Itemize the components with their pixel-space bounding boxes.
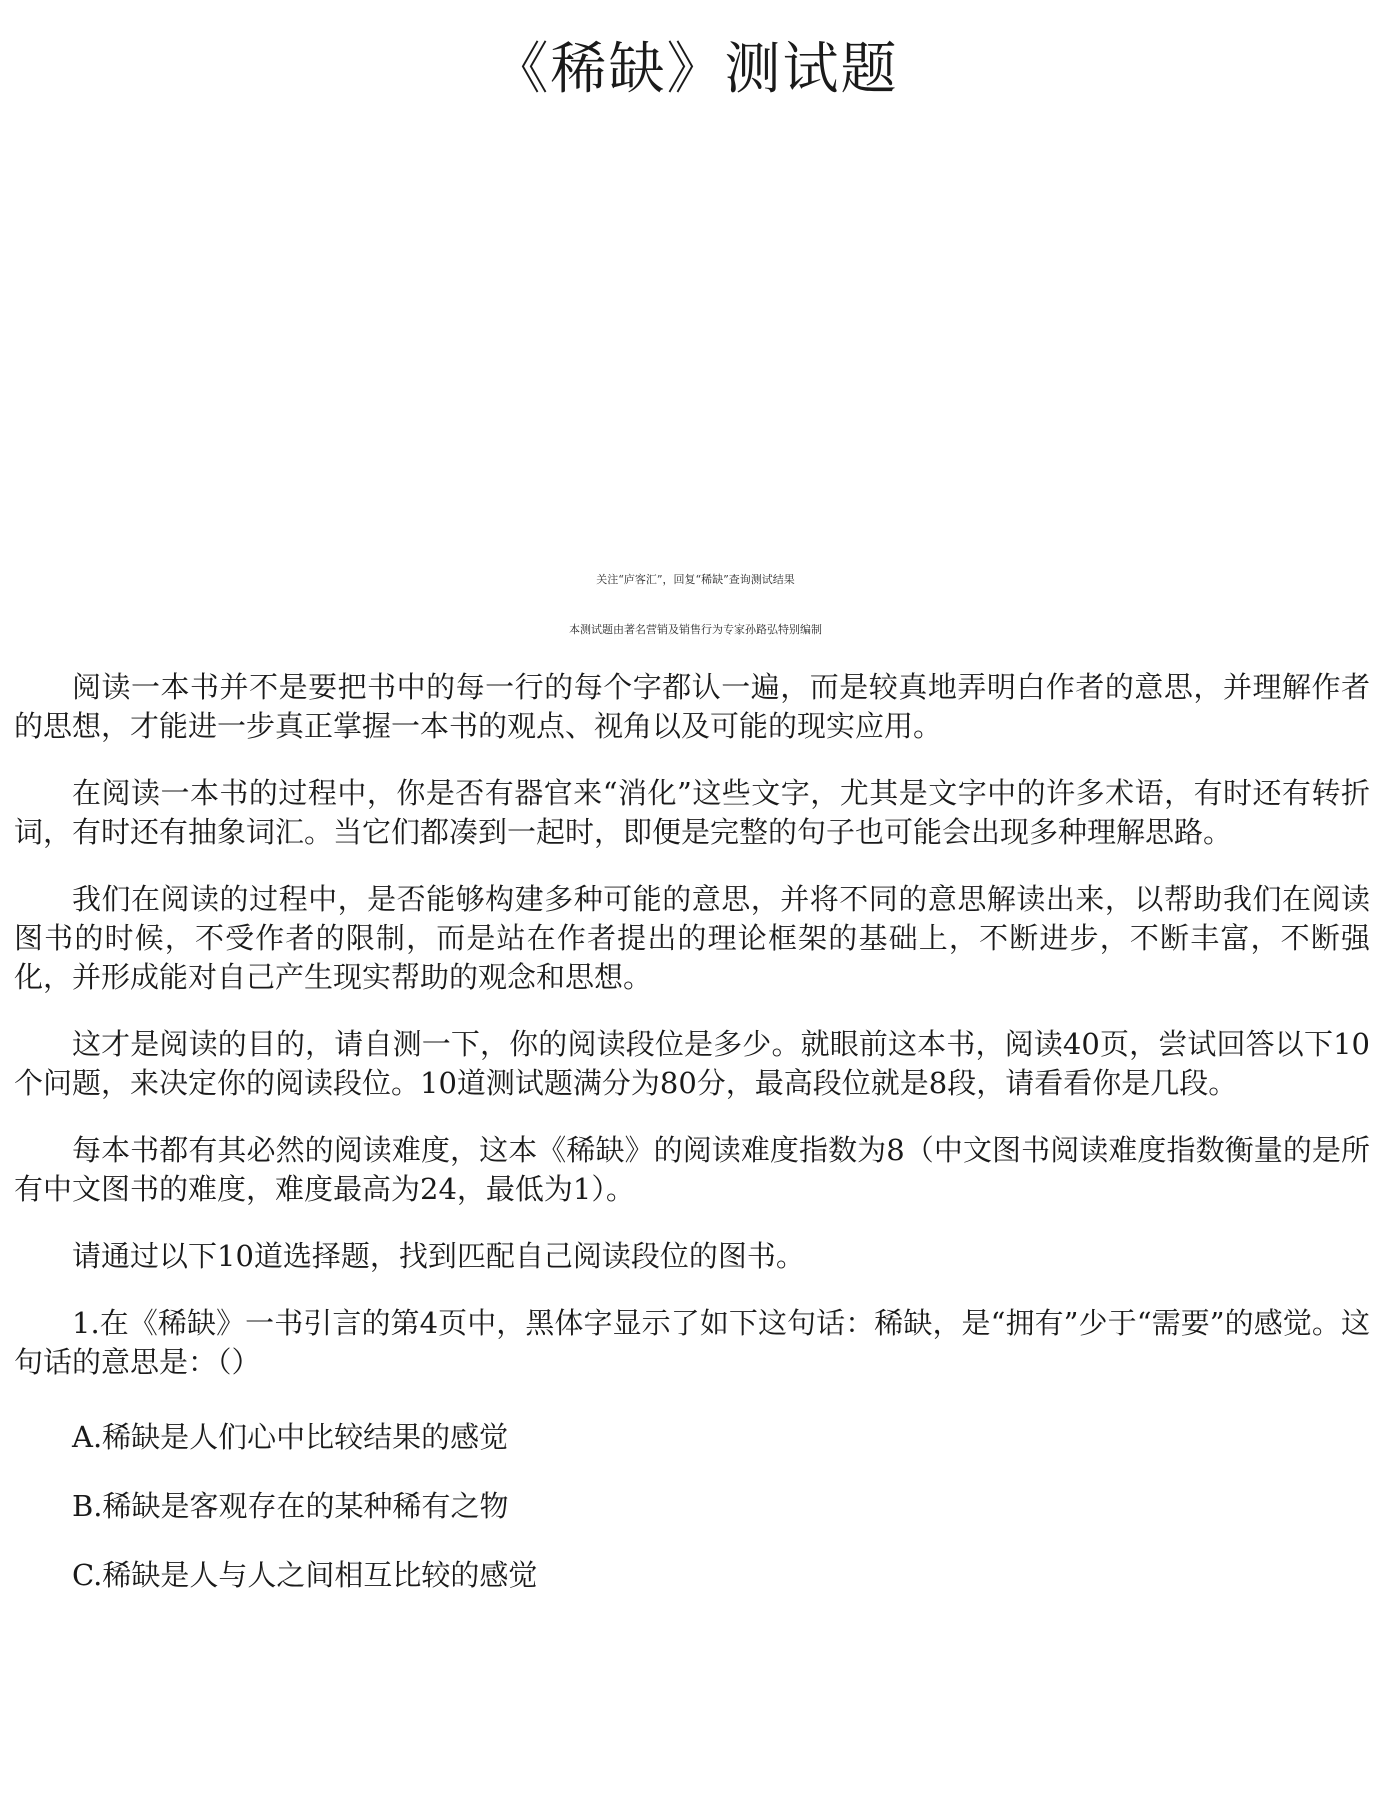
intro-paragraph-3: 我们在阅读的过程中，是否能够构建多种可能的意思，并将不同的意思解读出来，以帮助我们在阅读图书的时候，不受作者的限制，而是站在作者提出的理论框架的基础上，不断进步，不断丰富，不断强化，并形成能对自己产生现实帮助的观念和思想。 [14, 882, 1370, 994]
intro-paragraph-2: 在阅读一本书的过程中，你是否有器官来“消化”这些文字，尤其是文字中的许多术语，有时还有转折词，有时还有抽象词汇。当它们都凑到一起时，即便是完整的句子也可能会出现多种理解思路。 [14, 776, 1370, 849]
intro-paragraph-4: 这才是阅读的目的，请自测一下，你的阅读段位是多少。就眼前这本书，阅读40页，尝试回答以下10个问题，来决定你的阅读段位。10道测试题满分为80分，最高段位就是8段，请看看你是几段。 [14, 1027, 1370, 1100]
question-1-option-a: A.稀缺是人们心中比较结果的感觉 [72, 1420, 509, 1454]
document-body [14, 668, 1370, 1625]
follow-note: 关注“庐客汇”，回复“稀缺”查询测试结果 [596, 573, 795, 586]
question-1-option-b: B.稀缺是客观存在的某种稀有之物 [72, 1489, 509, 1523]
question-1-text: 1.在《稀缺》一书引言的第4页中，黑体字显示了如下这句话：稀缺，是“拥有”少于“需要”的感觉。这句话的意思是：（） [14, 1306, 1370, 1379]
question-1-option-c: C.稀缺是人与人之间相互比较的感觉 [72, 1558, 538, 1592]
intro-paragraph-1: 阅读一本书并不是要把书中的每一行的每个字都认一遍，而是较真地弄明白作者的意思，并理解作者的思想，才能进一步真正掌握一本书的观点、视角以及可能的现实应用。 [14, 670, 1370, 743]
document-title: 《稀缺》测试题 [492, 37, 899, 102]
author-note: 本测试题由著名营销及销售行为专家孙路弘特别编制 [569, 623, 822, 636]
intro-paragraph-5: 每本书都有其必然的阅读难度，这本《稀缺》的阅读难度指数为8（中文图书阅读难度指数衡量的是所有中文图书的难度，难度最高为24，最低为1）。 [14, 1133, 1370, 1206]
intro-paragraph-6: 请通过以下10道选择题，找到匹配自己阅读段位的图书。 [72, 1239, 805, 1273]
